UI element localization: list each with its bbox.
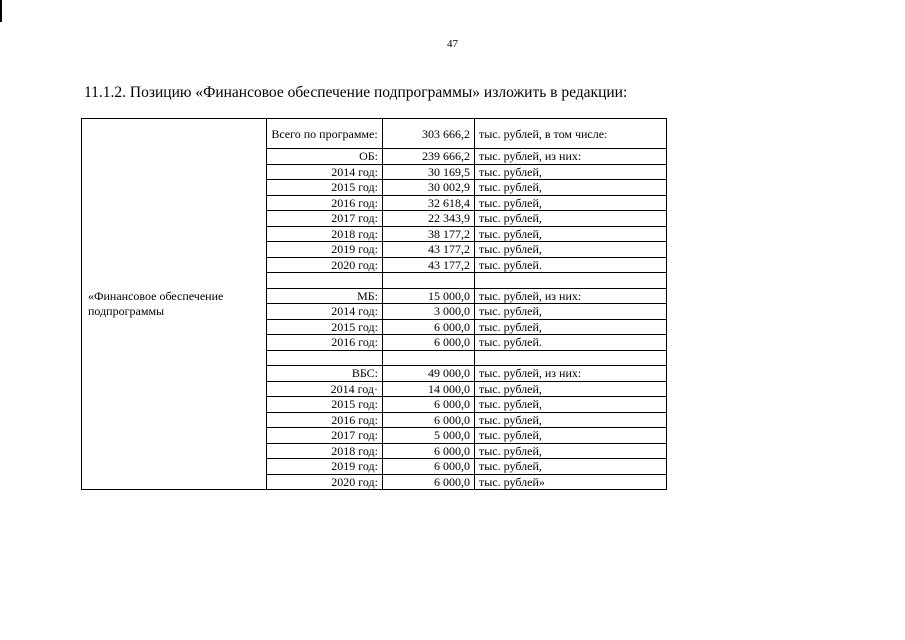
- vbs-amount: 14 000,0: [383, 381, 475, 397]
- empty-cell: [267, 273, 383, 289]
- ob-unit: тыс. рублей,: [475, 226, 667, 242]
- empty-cell: [383, 350, 475, 366]
- ob-unit: тыс. рублей.: [475, 257, 667, 273]
- vbs-unit: тыс. рублей,: [475, 381, 667, 397]
- vbs-amount: 49 000,0: [383, 366, 475, 382]
- mb-unit: тыс. рублей.: [475, 335, 667, 351]
- vbs-period-label: 2020 год:: [267, 474, 383, 490]
- mb-period-label: 2015 год:: [267, 319, 383, 335]
- vbs-amount: 6 000,0: [383, 443, 475, 459]
- mb-amount: 3 000,0: [383, 304, 475, 320]
- ob-amount: 38 177,2: [383, 226, 475, 242]
- ob-unit: тыс. рублей, из них:: [475, 149, 667, 165]
- ob-amount: 32 618,4: [383, 195, 475, 211]
- mb-amount: 6 000,0: [383, 335, 475, 351]
- vbs-period-label: 2016 год:: [267, 412, 383, 428]
- mb-unit: тыс. рублей,: [475, 319, 667, 335]
- mb-period-label: 2016 год:: [267, 335, 383, 351]
- total-amount: 303 666,2: [383, 119, 475, 149]
- empty-cell: [383, 273, 475, 289]
- vbs-unit: тыс. рублей,: [475, 443, 667, 459]
- vbs-period-label: 2019 год:: [267, 459, 383, 475]
- mb-unit: тыс. рублей, из них:: [475, 288, 667, 304]
- vbs-amount: 6 000,0: [383, 459, 475, 475]
- ob-amount: 43 177,2: [383, 242, 475, 258]
- vbs-amount: 5 000,0: [383, 428, 475, 444]
- ob-amount: 43 177,2: [383, 257, 475, 273]
- vbs-period-label: 2018 год:: [267, 443, 383, 459]
- ob-period-label: 2014 год:: [267, 164, 383, 180]
- ob-unit: тыс. рублей,: [475, 242, 667, 258]
- ob-unit: тыс. рублей,: [475, 211, 667, 227]
- ob-period-label: ОБ:: [267, 149, 383, 165]
- scan-edge-mark: [0, 0, 2, 22]
- vbs-unit: тыс. рублей»: [475, 474, 667, 490]
- ob-period-label: 2018 год:: [267, 226, 383, 242]
- ob-unit: тыс. рублей,: [475, 164, 667, 180]
- ob-amount: 30 169,5: [383, 164, 475, 180]
- ob-amount: 22 343,9: [383, 211, 475, 227]
- mb-amount: 15 000,0: [383, 288, 475, 304]
- mb-period-label: МБ:: [267, 288, 383, 304]
- empty-cell: [475, 350, 667, 366]
- ob-period-label: 2016 год:: [267, 195, 383, 211]
- vbs-period-label: 2015 год:: [267, 397, 383, 413]
- vbs-period-label: 2017 год:: [267, 428, 383, 444]
- table-row-total: [82, 119, 667, 149]
- ob-period-label: 2020 год:: [267, 257, 383, 273]
- vbs-unit: тыс. рублей,: [475, 412, 667, 428]
- ob-amount: 30 002,9: [383, 180, 475, 196]
- total-unit: тыс. рублей, в том числе:: [475, 119, 667, 149]
- financing-table: [81, 118, 667, 490]
- ob-period-label: 2017 год:: [267, 211, 383, 227]
- ob-unit: тыс. рублей,: [475, 195, 667, 211]
- vbs-amount: 6 000,0: [383, 397, 475, 413]
- total-period-label: Всего по программе:: [267, 119, 383, 149]
- vbs-unit: тыс. рублей, из них:: [475, 366, 667, 382]
- vbs-amount: 6 000,0: [383, 412, 475, 428]
- vbs-unit: тыс. рублей,: [475, 459, 667, 475]
- ob-period-label: 2019 год:: [267, 242, 383, 258]
- vbs-period-label: 2014 год·: [267, 381, 383, 397]
- ob-period-label: 2015 год:: [267, 180, 383, 196]
- ob-unit: тыс. рублей,: [475, 180, 667, 196]
- vbs-unit: тыс. рублей,: [475, 428, 667, 444]
- financing-table-body: [82, 119, 667, 490]
- empty-cell: [267, 350, 383, 366]
- ob-amount: 239 666,2: [383, 149, 475, 165]
- mb-period-label: 2014 год:: [267, 304, 383, 320]
- mb-unit: тыс. рублей,: [475, 304, 667, 320]
- vbs-amount: 6 000,0: [383, 474, 475, 490]
- page-number: 47: [447, 38, 458, 50]
- mb-amount: 6 000,0: [383, 319, 475, 335]
- vbs-unit: тыс. рублей,: [475, 397, 667, 413]
- section-heading: 11.1.2. Позицию «Финансовое обеспечение подпрограммы» изложить в редакции:: [84, 84, 628, 101]
- vbs-period-label: ВБС:: [267, 366, 383, 382]
- position-label: «Финансовое обеспечение подпрограммы: [82, 119, 267, 490]
- empty-cell: [475, 273, 667, 289]
